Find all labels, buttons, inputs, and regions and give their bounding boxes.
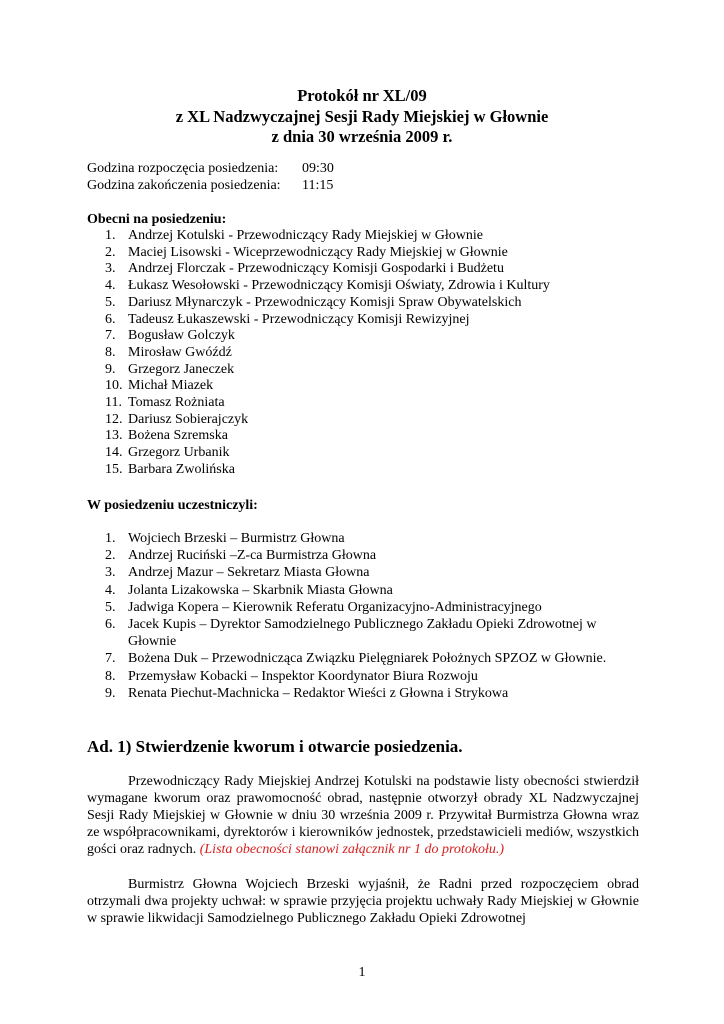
list-item-number-text: 6. <box>105 311 116 327</box>
list-item-text: Jolanta Lizakowska – Skarbnik Miasta Głowna <box>128 582 393 598</box>
section-heading-ad1: Ad. 1) Stwierdzenie kworum i otwarcie posiedzenia. <box>87 737 463 756</box>
list-item-number-text: 9. <box>105 685 116 701</box>
list-item-number-text: 4. <box>105 278 116 294</box>
list-item-number <box>87 328 128 345</box>
document-title-line-2: z XL Nadzwyczajnej Sesji Rady Miejskiej w Głownie <box>175 107 549 126</box>
start-time-row <box>87 160 334 177</box>
end-time-label: Godzina zakończenia posiedzenia: <box>87 178 281 193</box>
participant-item <box>87 616 647 650</box>
list-item-number <box>87 445 128 462</box>
participant-item <box>87 547 647 564</box>
list-item-number <box>87 650 128 667</box>
paragraph-mayor: Burmistrz Głowna Wojciech Brzeski wyjaśnił, że Radni przed rozpoczęciem obrad otrzymali dwa projekty uchwał: w sprawie przyjęcia projektu uchwały Rady Miejskiej w Głownie w sprawie likwidacji Samodzielnego Publicznego Zakładu Opieki Zdrowotnej <box>87 877 639 926</box>
paragraph-quorum-text: Przewodniczący Rady Miejskiej Andrzej Kotulski na podstawie listy obecności stwierdził wymagane kworum oraz prawomocność obrad, następnie otworzył obrady XL Nadzwyczajnej Sesji Rady Miejskiej w Głownie w dniu 30 września 2009 r. Przywitał Burmistrza Głowna wraz ze współpracownikami, dyrektorów i kierowników jednostek, przedstawicieli mediów, wszystkich gości oraz radnych. <box>87 774 639 857</box>
list-item-number <box>87 582 128 599</box>
list-item-number-text: 6. <box>105 617 116 633</box>
list-item-number-text: 4. <box>105 582 116 598</box>
participant-item <box>87 685 647 702</box>
present-member-item <box>87 362 647 379</box>
participant-item <box>87 668 647 685</box>
session-times <box>87 160 334 194</box>
list-item-number-text: 12. <box>105 411 123 427</box>
list-item-text: Grzegorz Urbanik <box>128 445 230 461</box>
list-item-text: Dariusz Sobierajczyk <box>128 411 249 427</box>
list-item-text: Przemysław Kobacki – Inspektor Koordynator Biura Rozwoju <box>128 668 478 684</box>
list-item-text: Andrzej Mazur – Sekretarz Miasta Głowna <box>128 565 370 581</box>
list-item-text: Wojciech Brzeski – Burmistrz Głowna <box>128 531 345 546</box>
list-item-number <box>87 312 128 329</box>
participant-item <box>87 599 647 616</box>
list-item-number-text: 11. <box>105 395 122 411</box>
list-item-text: Bogusław Golczyk <box>128 328 235 344</box>
list-item-number-text: 8. <box>105 344 116 360</box>
list-item-number-text: 14. <box>105 445 123 461</box>
list-item-number-text: 15. <box>105 461 123 477</box>
list-item-number-text: 10. <box>105 378 123 394</box>
list-item-text: Bożena Duk – Przewodnicząca Związku Pielęgniarek Położnych SPZOZ w Głownie. <box>128 651 607 667</box>
attendance-list-note: (Lista obecności stanowi załącznik nr 1 do protokołu.) <box>199 842 505 857</box>
list-item-number-text: 3. <box>105 261 116 277</box>
present-member-item <box>87 295 647 312</box>
document-title-line-1: Protokół nr XL/09 <box>297 86 427 105</box>
participant-item <box>87 582 647 599</box>
present-member-item <box>87 345 647 362</box>
participants-heading: W posiedzeniu uczestniczyli: <box>87 498 258 513</box>
list-item-number <box>87 395 128 412</box>
list-item-number-text: 1. <box>105 531 116 546</box>
present-heading: Obecni na posiedzeniu: <box>87 212 227 227</box>
list-item-number <box>87 245 128 262</box>
list-item-number <box>87 530 128 547</box>
list-item-number-text: 1. <box>105 228 116 243</box>
end-time-row <box>87 177 334 194</box>
present-member-item <box>87 378 647 395</box>
list-item-number <box>87 345 128 362</box>
list-item-number-text: 2. <box>105 548 116 564</box>
list-item-number-text: 7. <box>105 651 116 667</box>
present-member-item <box>87 261 647 278</box>
present-member-item <box>87 278 647 295</box>
list-item-text: Tomasz Rożniata <box>128 395 225 411</box>
list-item-number <box>87 616 128 650</box>
list-item-text: Tadeusz Łukaszewski - Przewodniczący Komisji Rewizyjnej <box>128 311 470 327</box>
list-item-number <box>87 428 128 445</box>
list-item-number <box>87 378 128 395</box>
end-time-value: 11:15 <box>302 178 334 193</box>
list-item-text: Łukasz Wesołowski - Przewodniczący Komisji Oświaty, Zdrowia i Kultury <box>128 278 550 294</box>
list-item-number <box>87 278 128 295</box>
list-item-number-text: 3. <box>105 565 116 581</box>
list-item-text: Grzegorz Janeczek <box>128 361 235 377</box>
list-item-number <box>87 261 128 278</box>
list-item-text: Jadwiga Kopera – Kierownik Referatu Organizacyjno-Administracyjnego <box>128 599 542 615</box>
participant-item <box>87 650 647 667</box>
present-member-item <box>87 312 647 329</box>
list-item-number-text: 7. <box>105 328 116 344</box>
present-member-item <box>87 462 647 479</box>
present-member-item <box>87 428 647 445</box>
list-item-number <box>87 547 128 564</box>
participants-list <box>87 530 647 702</box>
list-item-number-text: 9. <box>105 361 116 377</box>
list-item-number <box>87 362 128 379</box>
list-item-text: Renata Piechut-Machnicka – Redaktor Wieści z Głowna i Strykowa <box>128 685 509 701</box>
present-member-item <box>87 328 647 345</box>
start-time-label: Godzina rozpoczęcia posiedzenia: <box>87 161 279 176</box>
list-item-number <box>87 599 128 616</box>
list-item-text: Maciej Lisowski - Wiceprzewodniczący Rady Miejskiej w Głownie <box>128 244 508 260</box>
present-member-item <box>87 412 647 429</box>
list-item-text: Michał Miazek <box>128 378 214 394</box>
list-item-number <box>87 685 128 702</box>
present-member-item <box>87 228 647 245</box>
list-item-text: Jacek Kupis – Dyrektor Samodzielnego Publicznego Zakładu Opieki Zdrowotnej w Głownie <box>128 617 597 650</box>
list-item-text: Andrzej Ruciński –Z-ca Burmistrza Głowna <box>128 548 377 564</box>
list-item-number-text: 5. <box>105 599 116 615</box>
start-time-value: 09:30 <box>302 161 334 176</box>
present-member-item <box>87 445 647 462</box>
list-item-text: Andrzej Kotulski - Przewodniczący Rady Miejskiej w Głownie <box>128 228 483 243</box>
participant-item <box>87 530 647 547</box>
list-item-number <box>87 564 128 581</box>
list-item-number <box>87 295 128 312</box>
list-item-text: Bożena Szremska <box>128 428 228 444</box>
list-item-number-text: 2. <box>105 244 116 260</box>
present-member-item <box>87 245 647 262</box>
page-number: 1 <box>358 965 366 980</box>
document-title-line-3: z dnia 30 września 2009 r. <box>271 127 453 146</box>
participant-item <box>87 564 647 581</box>
list-item-text: Barbara Zwolińska <box>128 461 235 477</box>
list-item-number <box>87 228 128 245</box>
list-item-number-text: 5. <box>105 294 116 310</box>
list-item-number <box>87 412 128 429</box>
present-member-item <box>87 395 647 412</box>
list-item-text: Mirosław Gwóźdź <box>128 344 232 360</box>
present-list <box>87 228 647 479</box>
list-item-text: Andrzej Florczak - Przewodniczący Komisji Gospodarki i Budżetu <box>128 261 504 277</box>
list-item-number <box>87 462 128 479</box>
paragraph-quorum <box>87 773 639 858</box>
list-item-text: Dariusz Młynarczyk - Przewodniczący Komisji Spraw Obywatelskich <box>128 294 522 310</box>
list-item-number <box>87 668 128 685</box>
list-item-number-text: 13. <box>105 428 123 444</box>
list-item-number-text: 8. <box>105 668 116 684</box>
